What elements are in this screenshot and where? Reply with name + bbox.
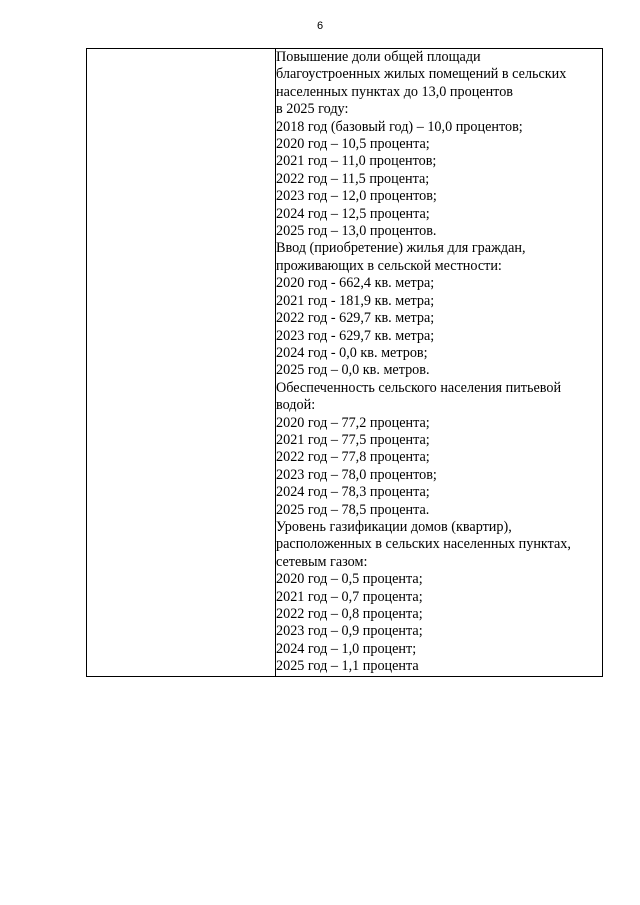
text-line: в 2025 году:	[276, 101, 349, 118]
text-line: расположенных в сельских населенных пунктах,	[276, 536, 571, 553]
left-cell	[87, 49, 276, 677]
text-line: 2022 год – 0,8 процента;	[276, 606, 423, 622]
page-number: 6	[316, 20, 324, 32]
text-line: 2025 год – 78,5 процента.	[276, 501, 430, 518]
table-row	[87, 49, 603, 677]
indicators-cell	[276, 49, 603, 677]
text-line: 2023 год – 0,9 процента;	[276, 623, 423, 640]
text-line: 2024 год – 1,0 процент;	[276, 640, 417, 657]
text-line: 2022 год – 77,8 процента;	[276, 449, 430, 466]
text-line: Ввод (приобретение) жилья для граждан,	[276, 240, 526, 257]
text-line: 2023 год – 78,0 процентов;	[276, 466, 437, 483]
text-line: Обеспеченность сельского населения питьевой	[276, 379, 562, 396]
text-line: водой:	[276, 397, 316, 414]
text-line: 2020 год – 0,5 процента;	[276, 571, 423, 588]
text-line: Уровень газификации домов (квартир),	[276, 518, 512, 535]
text-line: 2021 год – 0,7 процента;	[276, 588, 423, 605]
text-line: 2025 год – 0,0 кв. метров.	[276, 362, 430, 379]
text-line: 2023 год – 12,0 процентов;	[276, 188, 437, 205]
text-line: 2020 год – 10,5 процента;	[276, 136, 430, 153]
text-line: 2022 год – 11,5 процента;	[276, 170, 430, 187]
text-line: 2023 год - 629,7 кв. метра;	[276, 327, 435, 344]
text-line: 2025 год – 1,1 процента	[276, 658, 419, 675]
text-line: 2024 год – 12,5 процента;	[276, 205, 430, 222]
text-line: 2024 год – 78,3 процента;	[276, 484, 430, 501]
text-line: 2018 год (базовый год) – 10,0 процентов;	[276, 118, 523, 135]
text-line: Повышение доли общей площади	[276, 49, 481, 65]
text-line: проживающих в сельской местности:	[276, 257, 502, 274]
text-line: 2021 год - 181,9 кв. метра;	[276, 292, 435, 309]
text-line: 2021 год – 77,5 процента;	[276, 431, 430, 448]
text-line: 2025 год – 13,0 процентов.	[276, 223, 437, 240]
text-line: 2020 год - 662,4 кв. метра;	[276, 275, 435, 292]
text-line: 2022 год - 629,7 кв. метра;	[276, 310, 435, 327]
text-line: 2024 год - 0,0 кв. метров;	[276, 344, 428, 361]
text-line: 2021 год – 11,0 процентов;	[276, 153, 437, 170]
text-line: сетевым газом:	[276, 553, 368, 570]
indicators-table	[86, 48, 603, 677]
text-line: населенных пунктах до 13,0 процентов	[276, 83, 513, 100]
text-line: благоустроенных жилых помещений в сельских	[276, 66, 567, 83]
text-line: 2020 год – 77,2 процента;	[276, 414, 430, 431]
